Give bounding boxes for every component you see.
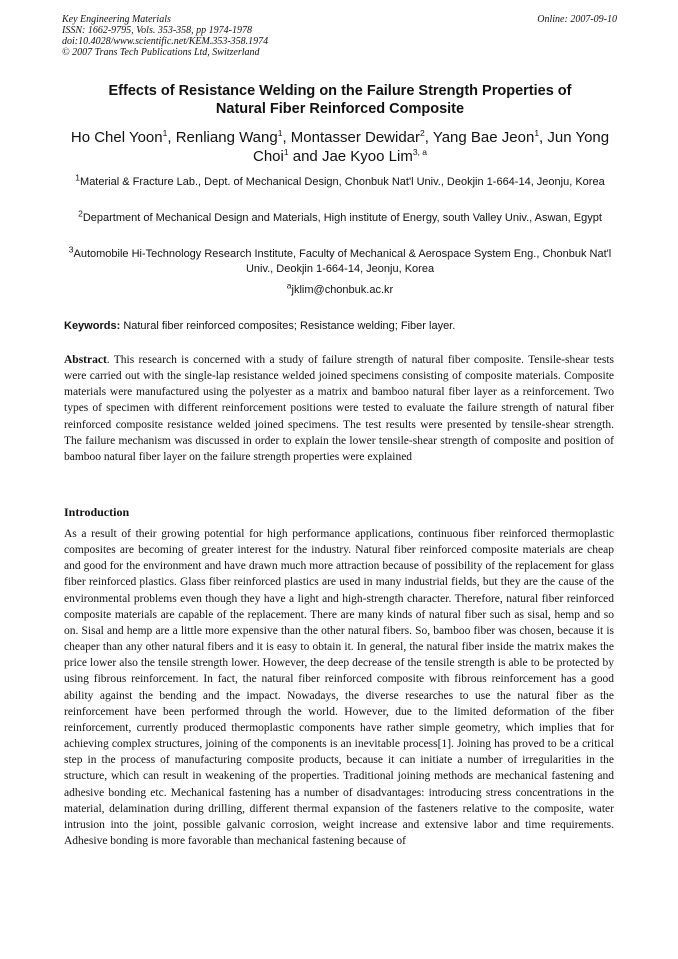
author-name: Renliang Wang — [175, 129, 278, 146]
author-name: Montasser Dewidar — [290, 129, 421, 146]
corresponding-email — [60, 280, 620, 298]
author-list — [58, 128, 622, 166]
author-separator: , — [424, 129, 433, 146]
author-separator: , — [167, 129, 176, 146]
journal-name: Key Engineering Materials — [62, 14, 171, 25]
abstract — [64, 352, 614, 465]
author-separator: and Jae Kyoo Lim — [288, 148, 413, 165]
introduction-text: As a result of their growing potential for high performance applications, continuous fiber reinforced thermoplastic composites are becoming of greater interest for the industry. Natural fiber reinforced composite materials are cheap and good for the environment and have drawn much more attraction because of possibility of the replacement for glass fiber reinforced plastics. Glass fiber reinforced plastics are used in many industrial fields, but they are the cause of the environmental problems even though they have a light and high-strength character. Therefore, natural fiber reinforced composite materials are capable of the replacement. There are many kinds of natural fiber such as sisal, hemp and so on. Sisal and hemp are a little more expensive than the other natural fibers. So, bamboo fiber was chosen, because it is cheaper than any other natural fibers and it is easy to obtain it. In general, the natural fiber inside the matrix makes the price lower also the tensile strength lower. However, the deep decrease of the tensile strength is able to be protected by using fibrous reinforcement. In fact, the natural fiber reinforced composite with fibrous reinforcement has a good ability against the bending and the impact. Nowadays, the diverse researches to use the natural fiber as the reinforcement have been performed through the world. However, due to the limited deformation of the fiber reinforcement, currently produced thermoplastic components have rather simple geometry, which implies that for achieving complex structures, joining of the components is an inevitable process[1]. Joining has proved to be a critical step in the process of manufacturing composite products, because it can initiate a number of irregularities in the structure, which can result in weakening of the properties. Traditional joining methods are mechanical fastening and adhesive bonding etc. Mechanical fastening has a number of disadvantages: introducing stress concentrations in the material, delamination during drilling, different thermal expansion of the fasteners relative to the composite, water intrusion into the joint, possible galvanic corrosion, weight increase and extensive labor and time requirements. Adhesive bonding is more favorable than mechanical fastening because of — [64, 528, 614, 847]
keywords-text: Natural fiber reinforced composites; Resistance welding; Fiber layer. — [123, 320, 456, 332]
title-line-2: Natural Fiber Reinforced Composite — [215, 101, 465, 117]
affiliation-2 — [60, 208, 620, 226]
affiliation-mark: 3 — [68, 244, 74, 255]
author-affiliation-mark: 2 — [420, 128, 425, 138]
author-affiliation-mark: 3, a — [412, 147, 428, 157]
online-date: Online: 2007-09-10 — [537, 14, 617, 25]
journal-header — [62, 14, 617, 58]
author-affiliation-mark: 1 — [283, 147, 289, 157]
title-line-1: Effects of Resistance Welding on the Failure Strength Properties of — [108, 83, 572, 99]
affiliation-3 — [60, 244, 620, 276]
author-affiliation-mark: 1 — [534, 128, 540, 138]
keywords — [64, 319, 616, 333]
keywords-label: Keywords: — [64, 320, 121, 332]
affiliation-text: Material & Fracture Lab., Dept. of Mechanical Design, Chonbuk Nat'l Univ., Deokjin 1-664-14, Jeonju, Korea — [80, 176, 605, 188]
author-affiliation-mark: 1 — [277, 128, 283, 138]
section-heading-introduction: Introduction — [64, 505, 130, 519]
affiliation-mark: 2 — [78, 208, 83, 219]
paper-title — [60, 82, 620, 118]
copyright-line: © 2007 Trans Tech Publications Ltd, Switzerland — [62, 47, 260, 58]
email-link[interactable]: jklim@chonbuk.ac.kr — [291, 284, 394, 296]
affiliation-text: Department of Mechanical Design and Materials, High institute of Energy, south Valley Univ., Aswan, Egypt — [82, 212, 602, 224]
abstract-text: . This research is concerned with a study of failure strength of natural fiber composite. Tensile-shear tests were carried out with the single-lap resistance welded joined specimens consisting of composite materials. Composite materials were manufactured using the polyester as a matrix and bamboo natural fiber layer as a reinforcement. Two types of specimen with different reinforcement positions were tested to evaluate the failure strength of natural fiber reinforced composite resistance welded joined specimens. The test results were presented by tensile-shear strength. The failure mechanism was discussed in order to explain the lower tensile-shear strength of composite and position of bamboo natural fiber layer on the failure strength properties were explained — [64, 354, 614, 463]
doi-line[interactable]: doi:10.4028/www.scientific.net/KEM.353-358.1974 — [62, 36, 269, 47]
author-affiliation-mark: 1 — [162, 128, 168, 138]
author-separator: , — [282, 129, 291, 146]
email-mark: a — [286, 280, 292, 291]
affiliation-mark: 1 — [75, 172, 81, 183]
author-name: Yang Bae Jeon — [432, 129, 535, 146]
affiliation-text: Automobile Hi-Technology Research Institute, Faculty of Mechanical & Aerospace System Eng., Chonbuk Nat'l Univ., Deokjin 1-664-14, Jeonju, Korea — [73, 248, 612, 275]
issn-line: ISSN: 1662-9795, Vols. 353-358, pp 1974-1978 — [62, 25, 252, 36]
author-name: Ho Chel Yoon — [70, 129, 163, 146]
affiliation-1 — [60, 172, 620, 190]
abstract-label: Abstract — [64, 354, 107, 366]
author-separator: , Jun Yong Choi — [252, 129, 610, 165]
